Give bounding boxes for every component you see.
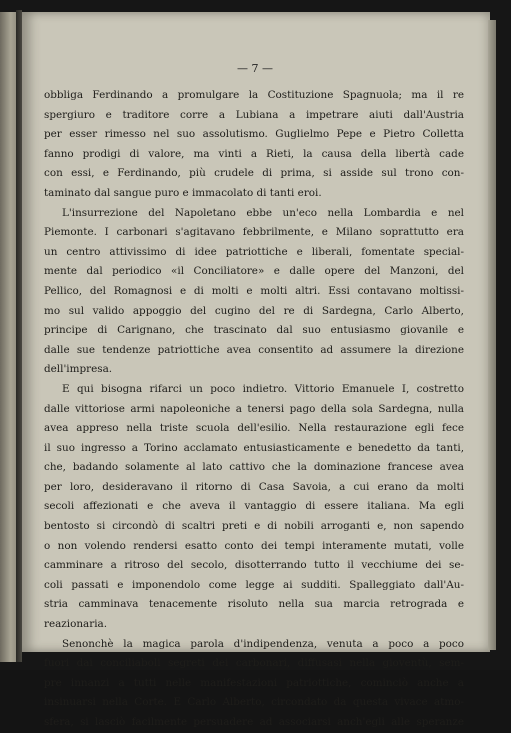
text-line: secoli affezionati e che aveva il vantaggio di essere italiana. Ma egli — [44, 500, 464, 513]
text-line: spergiuro e traditore corre a Lubiana a impetrare aiuti dall'Austria — [44, 108, 464, 121]
text-line: camminare a ritroso del secolo, disotterrando tutto il vecchiume dei se- — [44, 559, 464, 572]
text-line: che, badando solamente al lato cattivo che la dominazione francese avea — [44, 461, 464, 474]
text-line: stria camminava tenacemente risoluto nella sua marcia retrograda e — [44, 598, 464, 611]
text-line: fanno prodigi di valore, ma vinti a Rieti, la causa della libertà cade — [44, 147, 464, 160]
text-line: dell'impresa. — [44, 363, 113, 376]
text-line: reazionaria. — [44, 618, 108, 631]
text-line: Senonchè la magica parola d'indipendenza, venuta a poco a poco — [62, 637, 464, 650]
text-line: E qui bisogna rifarci un poco indietro. Vittorio Emanuele I, costretto — [62, 382, 464, 395]
text-line: o non volendo rendersi esatto conto dei tempi interamente mutati, volle — [44, 539, 464, 552]
text-line: taminato dal sangue puro e immacolato di tanti eroi. — [44, 186, 322, 199]
text-line: Piemonte. I carbonari s'agitavano febbrilmente, e Milano soprattutto era — [44, 226, 464, 239]
text-line: obbliga Ferdinando a promulgare la Costituzione Spagnuola; ma il re — [44, 89, 464, 101]
text-line: Pellico, del Romagnosi e di molti e molti altri. Essi contavano moltissi- — [44, 284, 464, 297]
text-line: mo sul valido appoggio del cugino del re di Sardegna, Carlo Alberto, — [44, 304, 464, 317]
text-line: per esser rimesso nel suo assolutismo. Guglielmo Pepe e Pietro Colletta — [44, 128, 464, 141]
text-line: pre innanzi a tutti nelle manifestazioni patriottiche, cominciò anche a — [44, 676, 464, 689]
text-line: un centro attivissimo di idee patriottiche e liberali, fomentate special- — [44, 245, 464, 258]
text-line: dalle vittoriose armi napoleoniche a tenersi pago della sola Sardegna, nulla — [44, 402, 464, 415]
page-stack-edge — [488, 20, 496, 650]
text-line: avea appreso nella triste scuola dell'esilio. Nella restaurazione egli fece — [44, 422, 464, 435]
text-line: principe di Carignano, che trascinato dal suo entusiasmo giovanile e — [44, 324, 464, 337]
body-text — [44, 86, 464, 733]
text-line: mente dal periodico «il Conciliatore» e dalle opere del Manzoni, del — [44, 265, 464, 278]
text-line: sfera, si lasciò facilmente persuadere ad associarsi anch'egli alle speranze — [44, 716, 464, 728]
text-line: insinuarsi nella Corte. E Carlo Alberto, circondato da questa vivace atmo- — [44, 696, 464, 709]
text-line: L'insurrezione del Napoletano ebbe un'eco nella Lombardia e nel — [62, 206, 464, 219]
text-line: fuori dai conciliaboli segreti dei carbonari, diffusasi nella gioventù, sem- — [44, 657, 464, 670]
text-line: per loro, desideravano il ritorno di Casa Savoia, a cui erano da molti — [44, 480, 464, 493]
text-line: dalle sue tendenze patriottiche avea consentito ad assumere la direzione — [44, 343, 464, 356]
page-number: — 7 — — [237, 62, 273, 75]
text-line: il suo ingresso a Torino acclamato entusiasticamente e benedetto da tanti, — [44, 441, 464, 454]
text-line: bentosto si circondò di scaltri preti e di nobili arroganti e, non sapendo — [44, 520, 464, 533]
text-line: con essi, e Ferdinando, più crudele di prima, si asside sul trono con- — [44, 167, 464, 180]
text-line: coli passati e imponendolo come legge ai sudditi. Spalleggiato dall'Au- — [44, 578, 464, 591]
